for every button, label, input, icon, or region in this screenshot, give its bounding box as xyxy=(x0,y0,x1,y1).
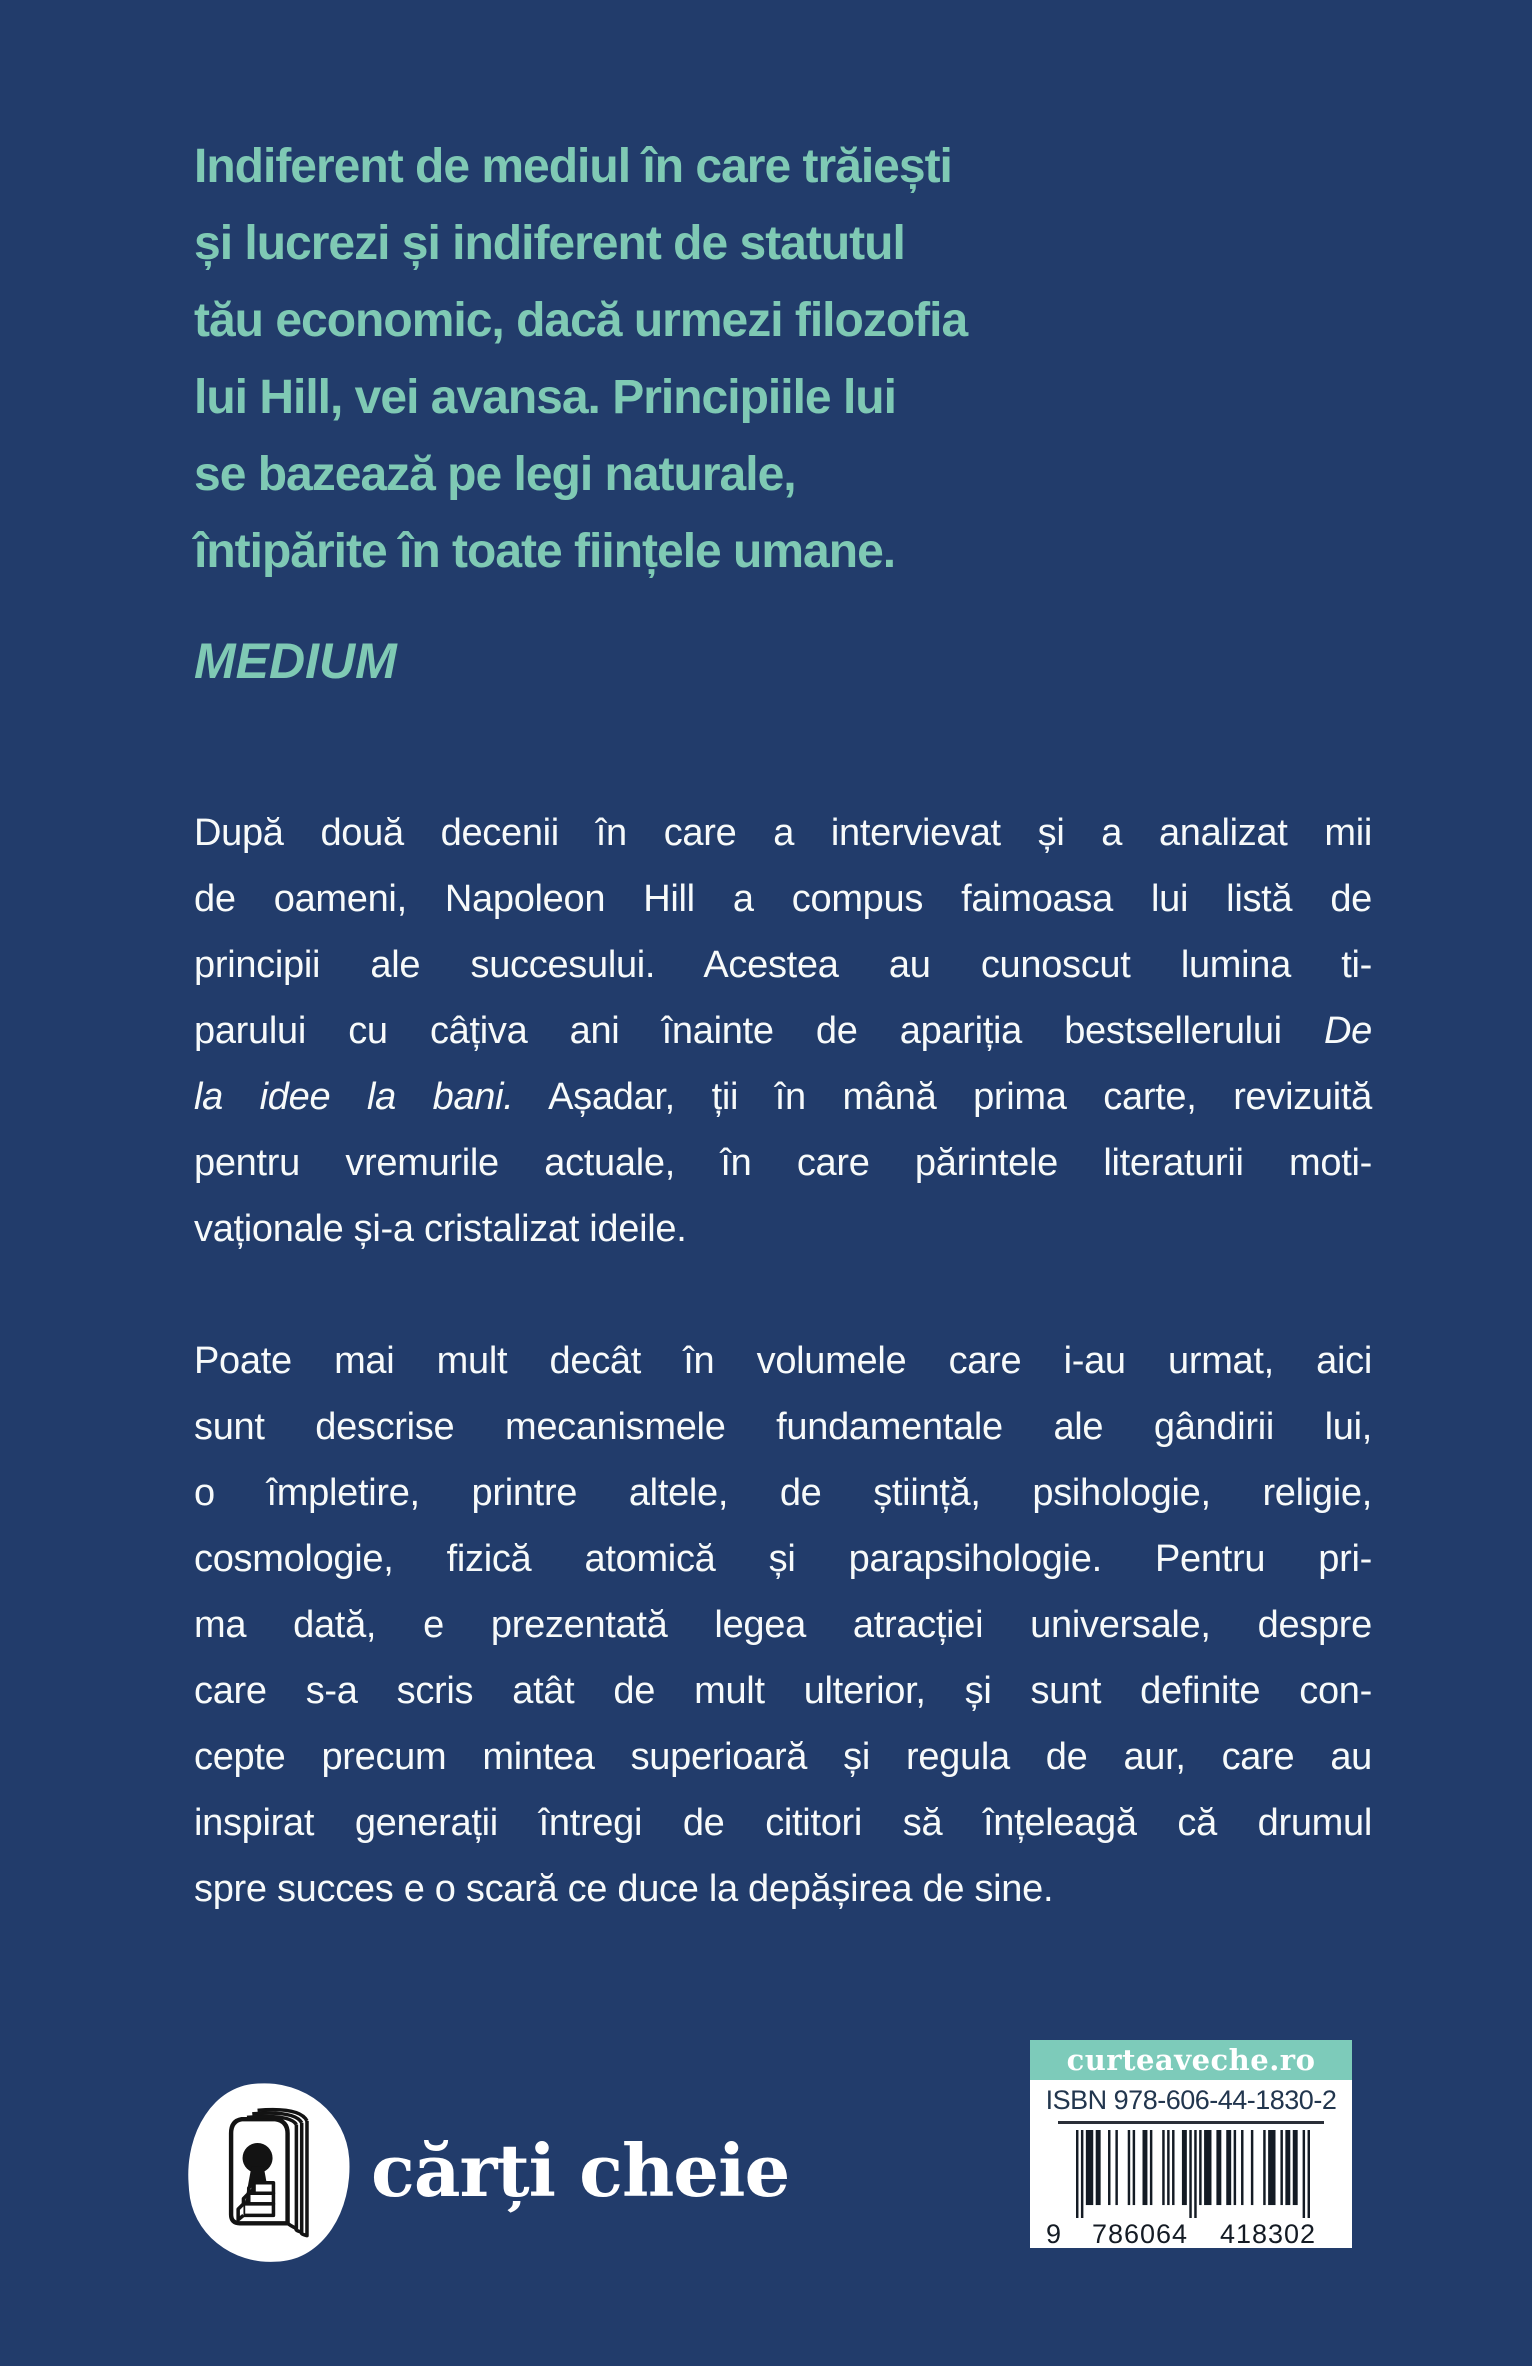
imprint-logo-blob xyxy=(182,2078,356,2268)
isbn-divider xyxy=(1058,2121,1324,2124)
paragraph-line: inspirat generații întregi de cititori să înțeleagă că drumul xyxy=(194,1802,1372,1844)
paragraph-line: o împletire, printre altele, de știință, psihologie, religie, xyxy=(194,1472,1372,1514)
paragraph xyxy=(194,800,1372,1262)
quote-attribution: MEDIUM xyxy=(194,633,397,689)
paragraph-line: cepte precum mintea superioară și regula de aur, care au xyxy=(194,1736,1372,1778)
quote-line: Indiferent de mediul în care trăiești xyxy=(194,140,952,193)
barcode-digits xyxy=(1030,2219,1352,2250)
key-book-icon xyxy=(211,2098,327,2248)
barcode-digit-group: 786064 xyxy=(1091,2219,1189,2249)
paragraph-line: principii ale succesului. Acestea au cunoscut lumina ti- xyxy=(194,944,1372,986)
quote-block xyxy=(194,128,1254,690)
paragraph-line: la idee la bani. Așadar, ții în mână prima carte, revizuită xyxy=(194,1076,1373,1118)
quote-line: se bazează pe legi naturale, xyxy=(194,448,796,501)
description-block xyxy=(194,800,1372,1988)
quote-line: tău economic, dacă urmezi filozofia xyxy=(194,294,968,347)
quote-line: și lucrezi și indiferent de statutul xyxy=(194,217,905,270)
paragraph-line: parului cu câțiva ani înainte de apariția bestsellerului De xyxy=(194,1010,1372,1052)
paragraph-line: pentru vremurile actuale, în care părintele literaturii moti- xyxy=(194,1142,1372,1184)
paragraph-line: care s-a scris atât de mult ulterior, și sunt definite con- xyxy=(194,1670,1372,1712)
paragraph-line: spre succes e o scară ce duce la depășirea de sine. xyxy=(194,1868,1054,1910)
barcode-digit-group: 9 xyxy=(1046,2219,1063,2249)
imprint-name: cărți cheie xyxy=(371,2128,790,2213)
paragraph-line: cosmologie, fizică atomică și parapsihologie. Pentru pri- xyxy=(194,1538,1372,1580)
paragraph xyxy=(194,1328,1372,1922)
quote-line: lui Hill, vei avansa. Principiile lui xyxy=(194,371,896,424)
isbn-text: ISBN 978-606-44-1830-2 xyxy=(1045,2085,1337,2115)
paragraph-line: sunt descrise mecanismele fundamentale ale gândirii lui, xyxy=(194,1406,1372,1448)
paragraph-line: Poate mai mult decât în volumele care i-au urmat, aici xyxy=(194,1340,1372,1382)
paragraph-line: de oameni, Napoleon Hill a compus faimoasa lui listă de xyxy=(194,878,1372,920)
quote-line: întipărite în toate ființele umane. xyxy=(194,525,896,578)
paragraph-line: ma dată, e prezentată legea atracției universale, despre xyxy=(194,1604,1372,1646)
quote-text xyxy=(194,128,1254,590)
barcode-block xyxy=(1030,2040,1352,2248)
paragraph-line: După două decenii în care a intervievat și a analizat mii xyxy=(194,812,1372,854)
paragraph-line: vaționale și-a cristalizat ideile. xyxy=(194,1208,687,1250)
publisher-website: curteaveche.ro xyxy=(1030,2040,1352,2080)
barcode-digit-group: 418302 xyxy=(1219,2219,1317,2249)
ean-barcode xyxy=(1076,2130,1310,2218)
